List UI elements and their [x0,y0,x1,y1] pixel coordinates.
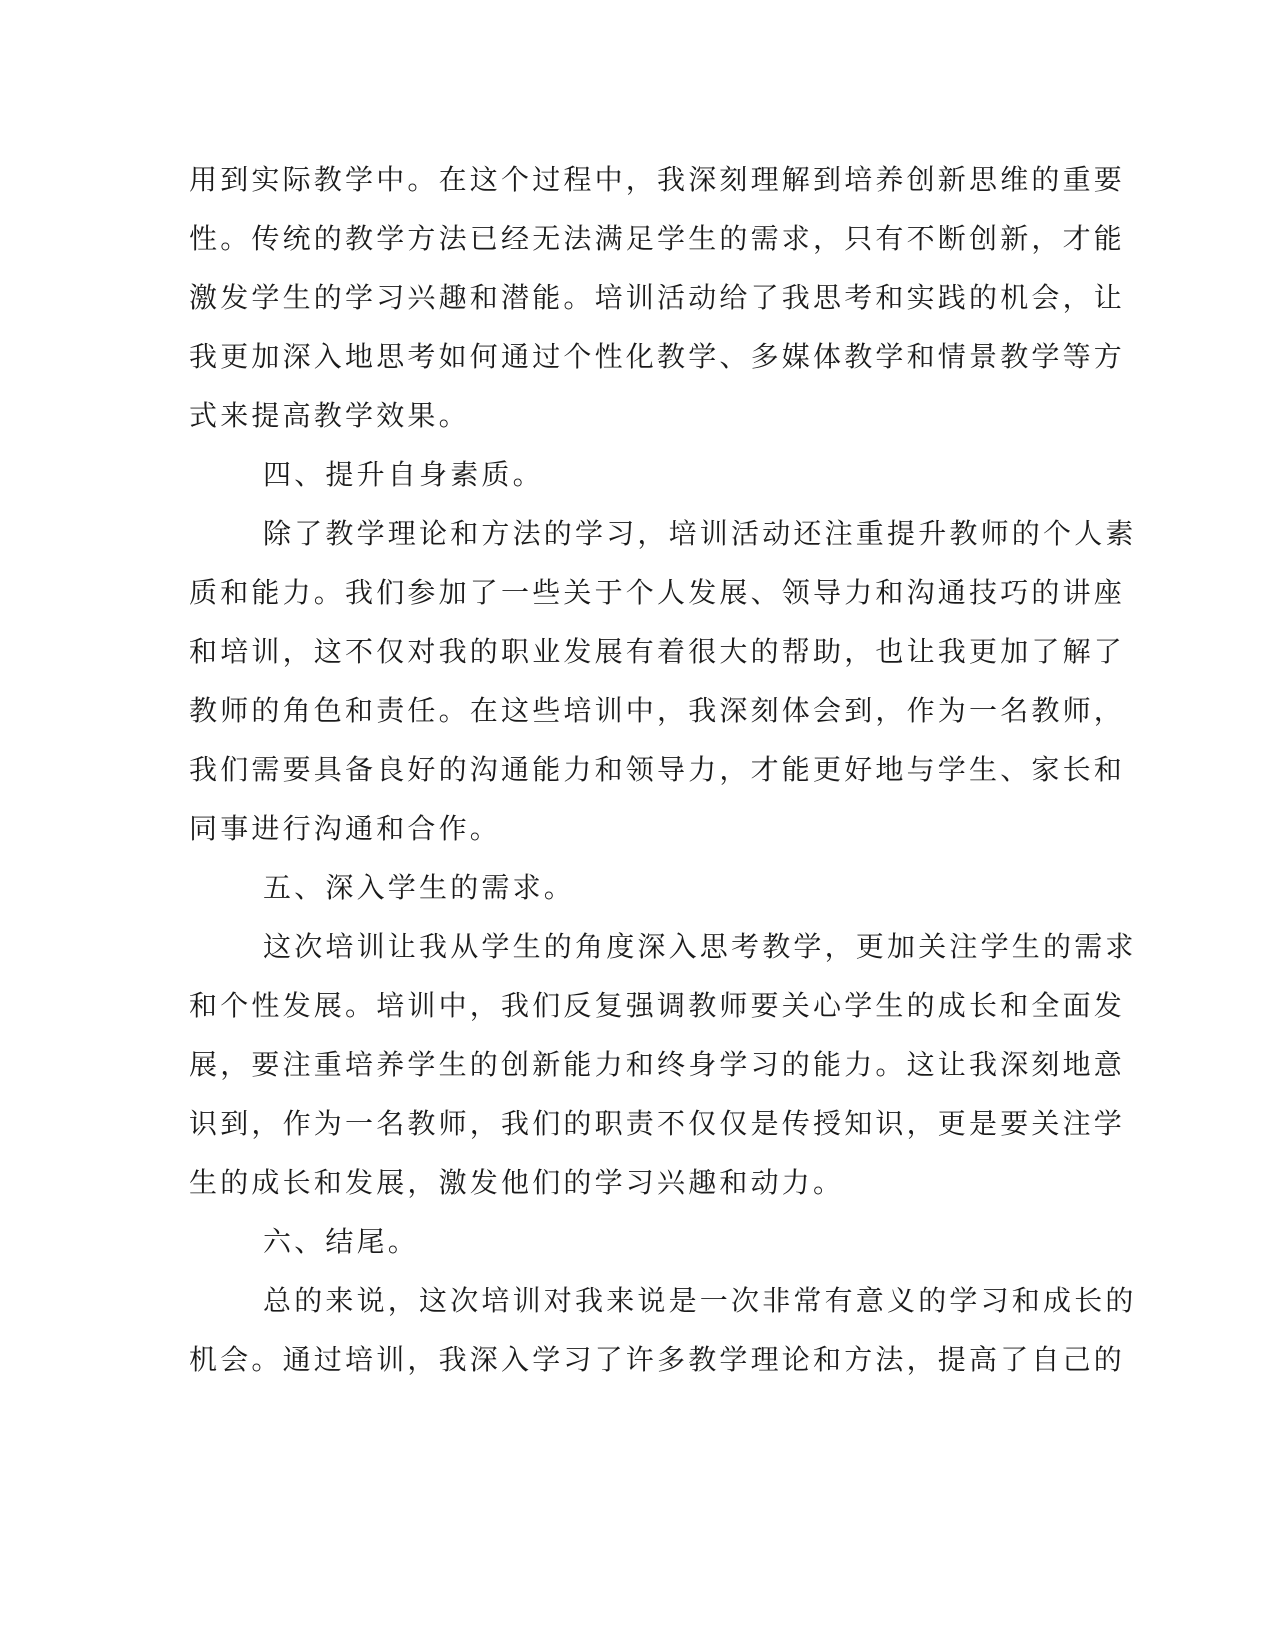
section-heading-6: 六、结尾。 [263,1225,420,1258]
paragraph-3-line-2: 和个性发展。培训中，我们反复强调教师要关心学生的成长和全面发 [189,989,1126,1022]
paragraph-3-line-4: 识到，作为一名教师，我们的职责不仅仅是传授知识，更是要关注学 [189,1107,1126,1140]
paragraph-4-line-2: 机会。通过培训，我深入学习了许多教学理论和方法，提高了自己的 [189,1343,1126,1376]
paragraph-2-line-4: 教师的角色和责任。在这些培训中，我深刻体会到，作为一名教师， [189,694,1126,727]
paragraph-4-line-1: 总的来说，这次培训对我来说是一次非常有意义的学习和成长的 [263,1284,1137,1317]
section-heading-5: 五、深入学生的需求。 [263,871,576,904]
paragraph-1-line-3: 激发学生的学习兴趣和潜能。培训活动给了我思考和实践的机会，让 [189,281,1126,314]
paragraph-1-line-4: 我更加深入地思考如何通过个性化教学、多媒体教学和情景教学等方 [189,340,1126,373]
paragraph-1-line-1: 用到实际教学中。在这个过程中，我深刻理解到培养创新思维的重要 [189,163,1126,196]
section-heading-4: 四、提升自身素质。 [263,458,544,491]
paragraph-2-line-6: 同事进行沟通和合作。 [189,812,502,845]
paragraph-3-line-5: 生的成长和发展，激发他们的学习兴趣和动力。 [189,1166,845,1199]
paragraph-1-line-5: 式来提高教学效果。 [189,399,470,432]
paragraph-3-line-1: 这次培训让我从学生的角度深入思考教学，更加关注学生的需求 [263,930,1137,963]
paragraph-2-line-3: 和培训，这不仅对我的职业发展有着很大的帮助，也让我更加了解了 [189,635,1126,668]
paragraph-2-line-5: 我们需要具备良好的沟通能力和领导力，才能更好地与学生、家长和 [189,753,1126,786]
paragraph-3-line-3: 展，要注重培养学生的创新能力和终身学习的能力。这让我深刻地意 [189,1048,1126,1081]
paragraph-1-line-2: 性。传统的教学方法已经无法满足学生的需求，只有不断创新，才能 [189,222,1126,255]
paragraph-2-line-2: 质和能力。我们参加了一些关于个人发展、领导力和沟通技巧的讲座 [189,576,1126,609]
paragraph-2-line-1: 除了教学理论和方法的学习，培训活动还注重提升教师的个人素 [263,517,1137,550]
